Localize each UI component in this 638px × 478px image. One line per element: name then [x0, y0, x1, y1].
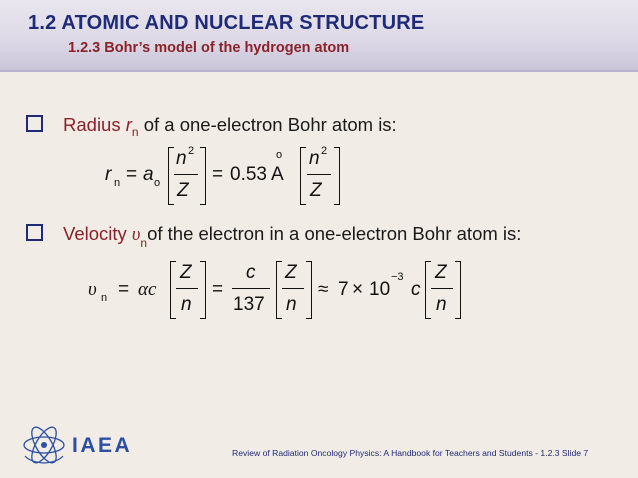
eq1-fraction-bar-2	[307, 174, 331, 175]
eq1-n: n	[176, 148, 187, 169]
eq2-seven: 7	[338, 279, 349, 300]
eq1-r: r	[105, 164, 112, 185]
eq2-v-sub: n	[101, 292, 108, 304]
eq1-r-sub: n	[114, 177, 121, 189]
bullet-velocity-text: of the electron in a one-electron Bohr atom is:	[147, 223, 522, 244]
velocity-symbol: υ	[131, 225, 141, 245]
eq1-bracket-left	[168, 147, 174, 205]
eq2-c: c	[246, 262, 256, 283]
eq1-Z: Z	[177, 180, 189, 201]
radius-subscript: n	[131, 125, 139, 139]
eq1-bracket2-right	[334, 147, 340, 205]
slide-title: 1.2 ATOMIC AND NUCLEAR STRUCTURE	[28, 12, 425, 34]
eq2-bracket3-left	[425, 261, 431, 319]
velocity-subscript: n	[140, 236, 148, 250]
eq2-bracket2-left	[276, 261, 282, 319]
bullet-velocity	[26, 223, 521, 250]
eq2-equals: =	[118, 279, 130, 300]
slide-subtitle: 1.2.3 Bohr’s model of the hydrogen atom	[68, 40, 350, 56]
eq2-v: υ	[88, 279, 97, 300]
eq1-Z-2: Z	[310, 180, 322, 201]
eq2-Z3: Z	[435, 262, 447, 283]
radius-symbol: r	[125, 114, 132, 135]
eq2-Z1: Z	[180, 262, 192, 283]
iaea-logo-icon	[22, 426, 66, 464]
eq2-fraction-bar-2	[232, 288, 270, 289]
eq1-fraction-bar	[174, 174, 198, 175]
bullet-velocity-prefix: Velocity	[63, 223, 132, 244]
slide-footer: Review of Radiation Oncology Physics: A Handbook for Teachers and Students - 1.2.3 Slide 7	[232, 448, 589, 458]
bullet-radius-prefix: Radius	[63, 114, 126, 135]
eq2-equals-2: =	[212, 279, 224, 300]
eq1-equals-2: =	[212, 164, 224, 185]
eq2-fraction-bar-4	[431, 288, 453, 289]
eq2-bracket3-right	[455, 261, 461, 319]
bullet-radius-text: of a one-electron Bohr atom is:	[138, 114, 397, 135]
eq2-fraction-bar-1	[176, 288, 198, 289]
eq2-bracket1-right	[200, 261, 206, 319]
eq2-bracket2-right	[306, 261, 312, 319]
eq2-bracket1-left	[170, 261, 176, 319]
bullet-radius	[26, 114, 397, 139]
eq2-ten: 10	[369, 279, 391, 300]
eq1-bracket-right	[200, 147, 206, 205]
eq2-fraction-bar-3	[282, 288, 304, 289]
eq2-137: 137	[233, 294, 265, 315]
eq2-n2: n	[286, 294, 297, 315]
eq1-n-2: n	[309, 148, 320, 169]
eq1-unit-ring: o	[276, 149, 283, 161]
eq2-exp: −3	[391, 271, 404, 283]
eq1-a: a	[143, 164, 154, 185]
eq1-bracket2-left	[300, 147, 306, 205]
eq2-times: ×	[352, 279, 364, 300]
eq1-exp: 2	[188, 145, 195, 157]
eq2-n1: n	[181, 294, 192, 315]
eq2-c-2: c	[411, 279, 421, 300]
eq2-Z2: Z	[285, 262, 297, 283]
eq1-a-sub: o	[154, 177, 161, 189]
eq2-n3: n	[436, 294, 447, 315]
eq1-unit: A	[271, 164, 284, 185]
iaea-wordmark: IAEA	[72, 434, 133, 457]
eq1-exp-2: 2	[321, 145, 328, 157]
eq1-equals: =	[126, 164, 138, 185]
checkbox-bullet-icon	[26, 115, 43, 132]
eq1-value: 0.53	[230, 164, 267, 185]
slide-header	[0, 0, 638, 72]
eq2-alpha-c: αc	[138, 279, 157, 300]
checkbox-bullet-icon	[26, 224, 43, 241]
eq2-approx: ≈	[318, 279, 329, 300]
